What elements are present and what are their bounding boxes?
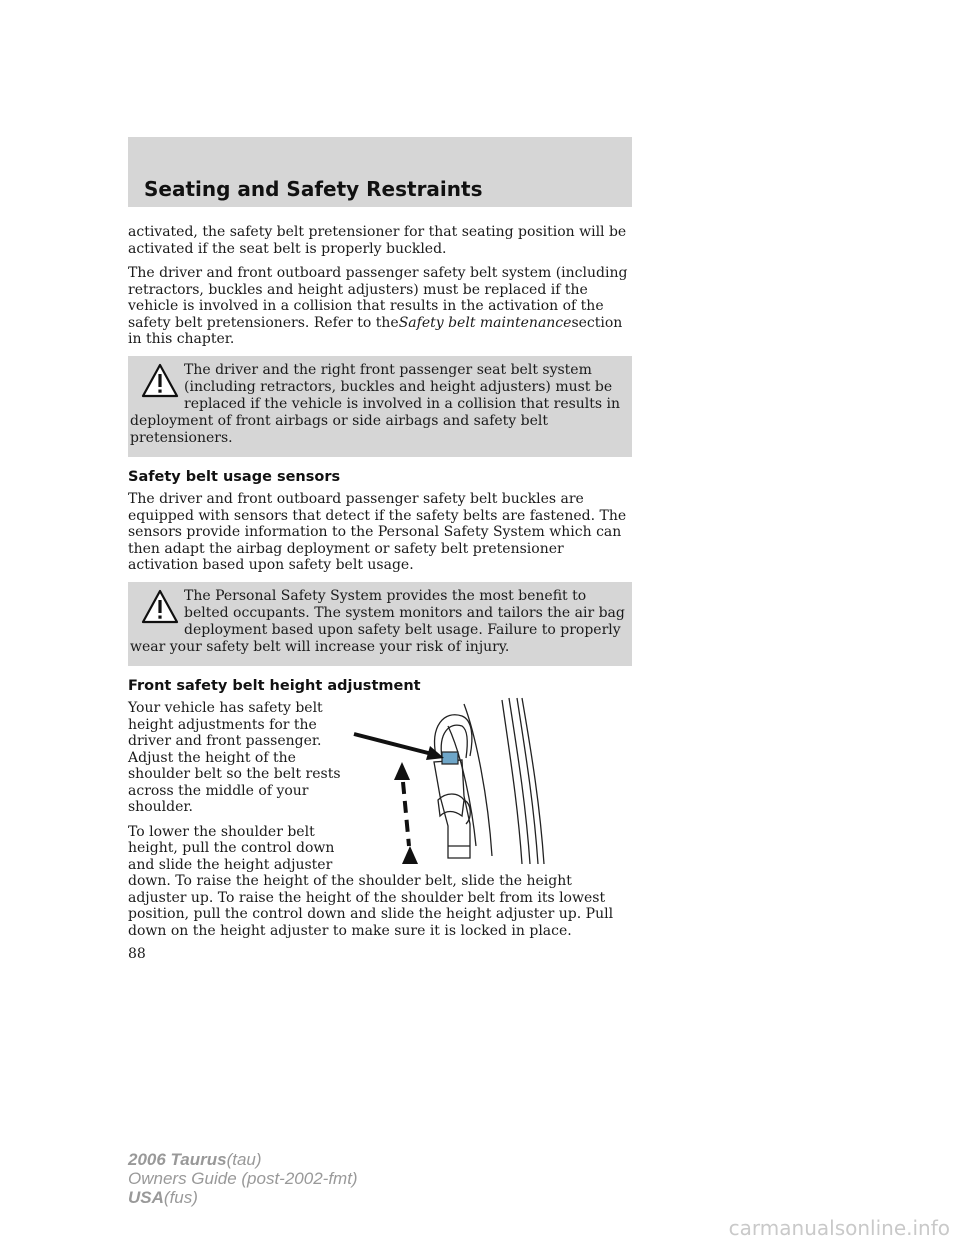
watermark-text: carmanualsonline.info [728, 1216, 950, 1240]
heading-usage-sensors: Safety belt usage sensors [128, 468, 341, 485]
belt-height-adjuster-illustration [352, 696, 582, 866]
warning-box-pretensioners [128, 356, 632, 457]
footer-line-market [128, 1188, 528, 1207]
section-title: Seating and Safety Restraints [144, 177, 483, 201]
paragraph-replacement-start: The driver and front outboard passenger safety belt system (including retractors, buckles and height adjusters) must be replaced if the vehicle is involved in a collision that results in the activation of the safety belt pretensioners. Refer to the [128, 265, 628, 331]
paragraph-usage-sensors: The driver and front outboard passenger safety belt buckles are equipped with sensors that detect if the safety belts are fastened. The sensors provide information to the Personal Safety System which can then adapt the airbag deployment or safety belt pretensioner activation based upon safety belt usage. [128, 491, 627, 573]
footer-model-code: (tau) [226, 1150, 262, 1169]
footer-market-code: (fus) [163, 1188, 198, 1207]
safety-belt-maintenance-link: Safety belt maintenance [398, 314, 572, 331]
paragraph-adjust-height: Your vehicle has safety belt height adjustments for the driver and front passenger. Adjust the height of the shoulder belt so the belt rests across the middle of your shoulder. [128, 700, 341, 815]
paragraph-activated: activated, the safety belt pretensioner for that seating position will be activated if the seat belt is properly buckled. [128, 224, 627, 257]
heading-height-adjustment: Front safety belt height adjustment [128, 677, 421, 694]
footer-line-guide: Owners Guide (post-2002-fmt) [128, 1169, 358, 1188]
warning-text-personal-safety: The Personal Safety System provides the most benefit to belted occupants. The system monitors and tailors the air bag deployment based upon safety belt usage. Failure to properly wear your safety belt will increase your risk of injury. [130, 587, 625, 655]
warning-triangle-icon [140, 588, 180, 626]
page-number: 88 [128, 946, 146, 962]
warning-box-personal-safety [128, 582, 632, 666]
header-band [128, 137, 632, 207]
footer-imprint [128, 1150, 528, 1207]
page-content [128, 224, 632, 947]
footer-line-model [128, 1150, 528, 1169]
footer-model: 2006 Taurus [128, 1150, 227, 1169]
footer-market: USA [128, 1188, 164, 1207]
paragraph-lower-raise: To lower the shoulder belt height, pull the control down and slide the height adjuster down. To raise the height of the shoulder belt, slide the height adjuster up. To raise the height of the shoulder belt from its lowest position, pull the control down and slide the height adjuster up. Pull down on the height adjuster to make sure it is locked in place. [128, 823, 614, 939]
warning-text-pretensioners: The driver and the right front passenger seat belt system (including retractors, buckles and height adjusters) must be replaced if the vehicle is involved in a collision that results in deployment of front airbags or side airbags and safety belt pretensioners. [130, 361, 621, 446]
paragraph-replacement [128, 265, 632, 348]
paragraph-replacement-end: section in this chapter. [128, 314, 623, 347]
warning-triangle-icon [140, 362, 180, 400]
